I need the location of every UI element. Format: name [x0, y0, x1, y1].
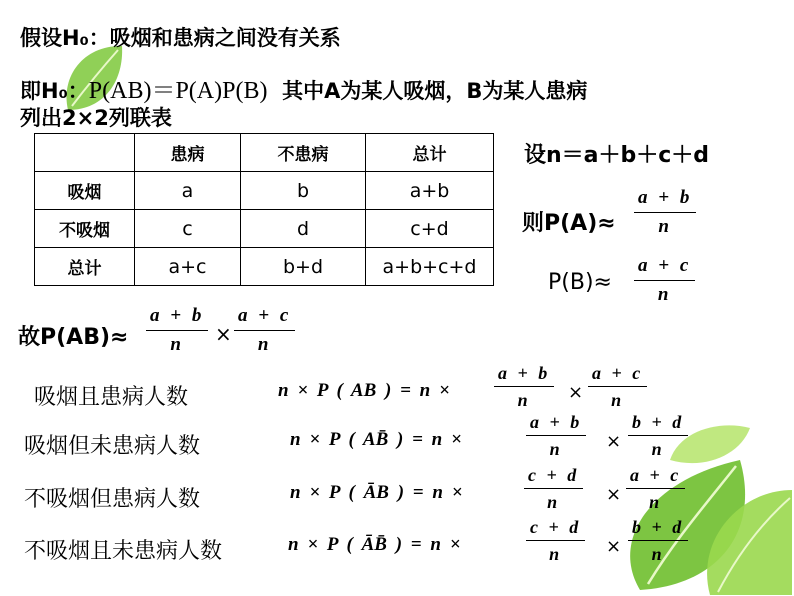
count-label: 不吸烟且未患病人数 [24, 539, 223, 564]
fraction-denominator: n [549, 544, 563, 564]
independence-formula: P(AB)＝P(A)P(B) [88, 78, 268, 104]
fraction-denominator: n [549, 439, 563, 459]
row-label: 总计 [35, 248, 135, 286]
table-cell: b+d [241, 248, 366, 286]
pab-denominator-1: n [170, 334, 184, 355]
count-fraction-2 [626, 464, 685, 513]
table-cell: a+b [366, 172, 494, 210]
times-sign: × [215, 322, 232, 346]
table-header-row [35, 134, 494, 172]
pab-fraction-2 [234, 304, 295, 357]
row-label: 吸烟 [35, 172, 135, 210]
pa-numerator: a + b [638, 187, 693, 208]
pab-label: 故P(AB)≈ [18, 325, 129, 350]
pb-numerator: a + c [638, 255, 692, 276]
header-cell [35, 134, 135, 172]
count-fraction-1 [494, 362, 554, 411]
fraction-numerator: a + c [630, 465, 682, 485]
table-cell: a+b+c+d [366, 248, 494, 286]
count-fraction-2 [628, 516, 688, 565]
count-fraction-1 [526, 516, 585, 565]
pa-fraction [634, 186, 696, 239]
fraction-numerator: a + b [498, 363, 551, 383]
pab-numerator-1: a + b [150, 305, 205, 326]
fraction-denominator: n [651, 439, 665, 459]
table-row [35, 248, 494, 286]
times-sign: × [606, 431, 622, 452]
times-sign: × [606, 484, 622, 505]
times-sign: × [568, 382, 584, 403]
fraction-denominator: n [517, 390, 531, 410]
table-cell: d [241, 210, 366, 248]
hypothesis-line: 假设H₀：吸烟和患病之间没有关系 [20, 26, 341, 50]
header-cell: 患病 [135, 134, 241, 172]
pb-label: P(B)≈ [548, 270, 612, 295]
table-cell: a+c [135, 248, 241, 286]
pab-numerator-2: a + c [238, 305, 292, 326]
fraction-numerator: b + d [632, 517, 685, 537]
count-fraction-1 [526, 411, 586, 460]
fraction-numerator: a + b [530, 412, 583, 432]
fraction-numerator: b + d [632, 412, 685, 432]
count-label: 不吸烟但患病人数 [24, 487, 201, 512]
pb-fraction [634, 254, 695, 307]
pab-denominator-2: n [257, 334, 272, 355]
table-row [35, 172, 494, 210]
header-cell: 不患病 [241, 134, 366, 172]
count-fraction-2 [588, 362, 647, 411]
fraction-numerator: c + d [528, 465, 580, 485]
count-expression: n × P ( AB̄ ) = n × [290, 429, 462, 450]
times-sign: × [606, 536, 622, 557]
fraction-denominator: n [651, 544, 665, 564]
pa-label: 则P(A)≈ [522, 211, 616, 236]
pab-fraction-1 [146, 304, 208, 357]
table-cell: b [241, 172, 366, 210]
table-cell: a [135, 172, 241, 210]
count-expression: n × P ( AB ) = n × [278, 380, 450, 401]
count-expression: n × P ( ĀB ) = n × [290, 482, 463, 503]
fraction-denominator: n [547, 492, 561, 512]
header-cell: 总计 [366, 134, 494, 172]
contingency-table [34, 133, 494, 286]
row-label: 不吸烟 [35, 210, 135, 248]
fraction-denominator: n [649, 492, 663, 512]
count-fraction-2 [628, 411, 688, 460]
hypothesis-formula-line [20, 70, 587, 105]
fraction-numerator: a + c [592, 363, 644, 383]
event-definition: 其中A为某人吸烟，B为某人患病 [282, 79, 588, 103]
table-cell: c+d [366, 210, 494, 248]
pb-denominator: n [657, 284, 672, 305]
hypothesis-prefix: 即H₀： [20, 79, 89, 103]
table-cell: c [135, 210, 241, 248]
pa-denominator: n [658, 216, 672, 237]
table-row [35, 210, 494, 248]
count-expression: n × P ( ĀB̄ ) = n × [288, 534, 461, 555]
count-fraction-1 [524, 464, 583, 513]
table-intro: 列出2×2列联表 [20, 106, 172, 130]
count-label: 吸烟但未患病人数 [24, 434, 201, 459]
fraction-denominator: n [611, 390, 625, 410]
fraction-numerator: c + d [530, 517, 582, 537]
count-label: 吸烟且患病人数 [34, 385, 189, 410]
n-definition: 设n＝a＋b＋c＋d [524, 143, 710, 168]
